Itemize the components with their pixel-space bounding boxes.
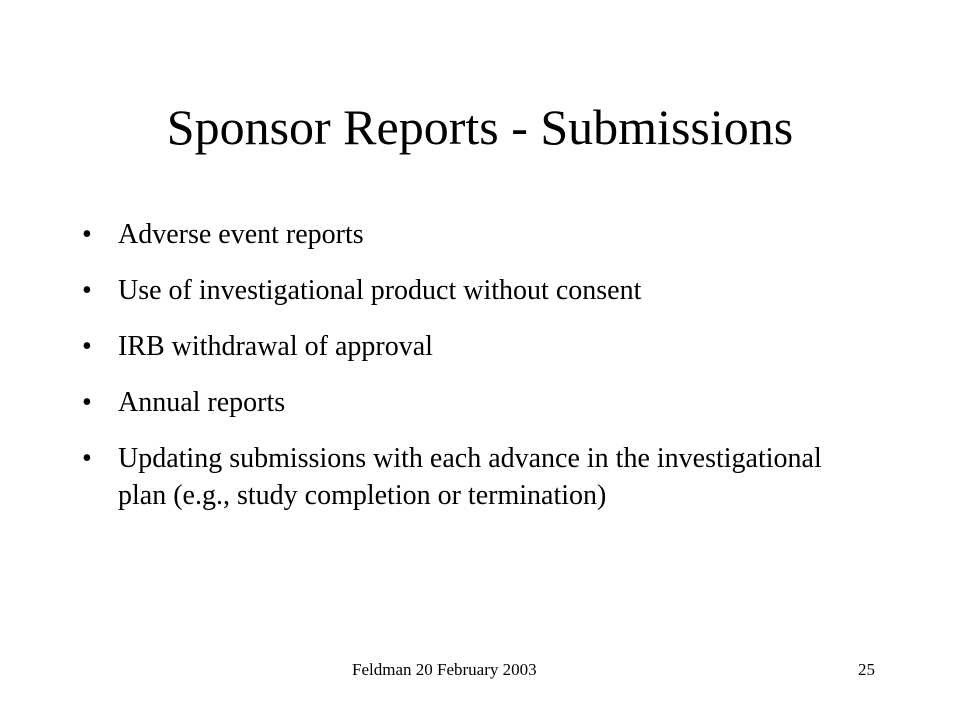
bullet-icon: • — [82, 443, 92, 474]
bullet-item — [80, 328, 870, 365]
bullet-icon: • — [82, 275, 92, 306]
bullet-text: Use of investigational product without consent — [118, 275, 642, 306]
bullet-item — [80, 216, 870, 253]
slide-title: Sponsor Reports - Submissions — [166, 99, 794, 155]
bullet-icon: • — [82, 331, 92, 362]
bullet-text: IRB withdrawal of approval — [118, 331, 433, 362]
bullet-text: Adverse event reports — [118, 219, 364, 250]
bullet-icon: • — [82, 387, 92, 418]
bullet-list — [80, 216, 870, 533]
bullet-icon: • — [82, 219, 92, 250]
footer-text: Feldman 20 February 2003 — [352, 660, 537, 679]
bullet-item — [80, 384, 870, 421]
bullet-text: Updating submissions with each advance in the investigational plan (e.g., study completion or termination) — [118, 443, 822, 511]
bullet-item — [80, 272, 870, 309]
bullet-item — [80, 440, 870, 514]
bullet-text: Annual reports — [118, 387, 286, 418]
page-number: 25 — [858, 660, 875, 679]
